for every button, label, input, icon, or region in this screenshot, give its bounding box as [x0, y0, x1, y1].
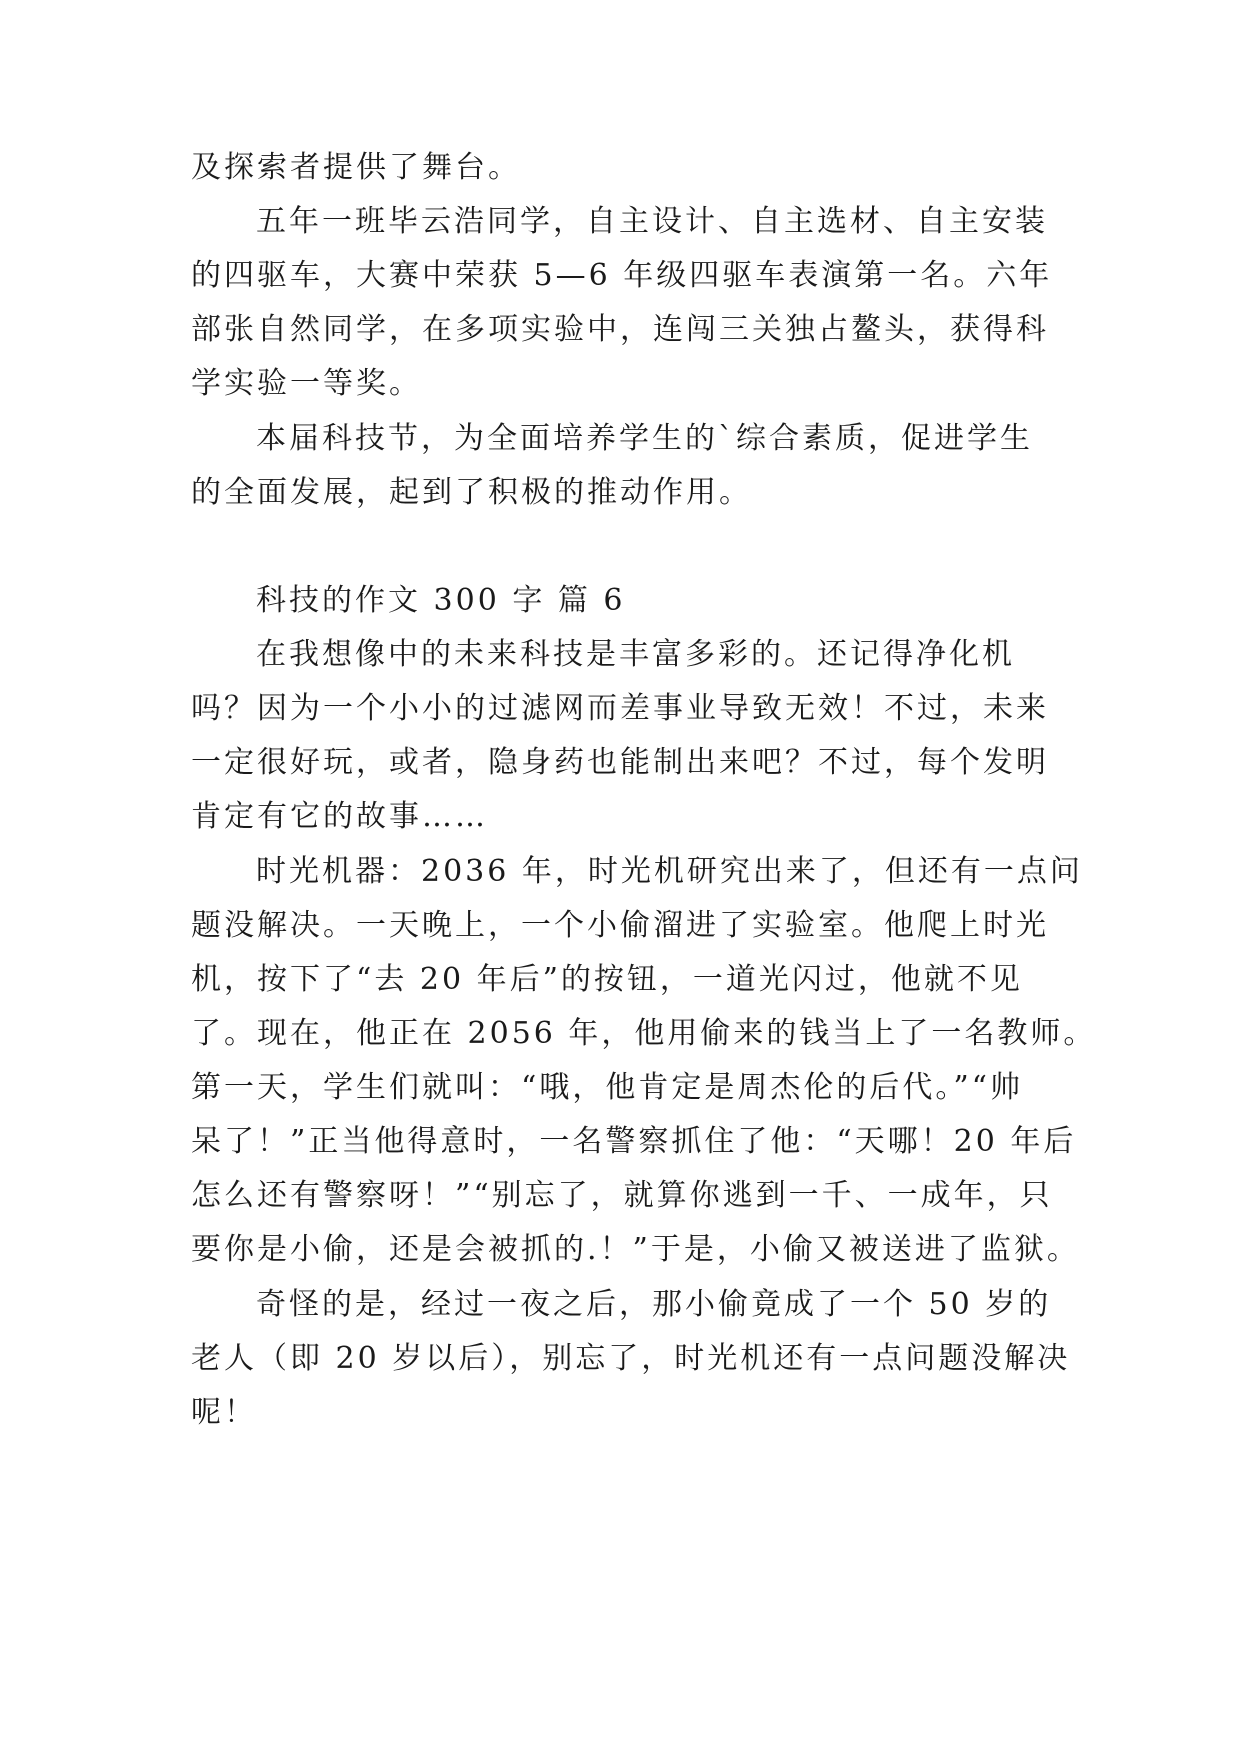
- text-line-16: 了。现在，他正在 2056 年，他用偷来的钱当上了一名教师。: [191, 1016, 1097, 1051]
- text-line-13: 时光机器：2036 年，时光机研究出来了，但还有一点问: [256, 854, 1083, 889]
- text-line-18: 呆了！”正当他得意时，一名警察抓住了他：“天哪！20 年后: [191, 1124, 1077, 1159]
- text-line-6: 本届科技节，为全面培养学生的`综合素质，促进学生: [256, 421, 1033, 456]
- text-line-23: 呢！: [191, 1395, 257, 1430]
- text-line-4: 部张自然同学，在多项实验中，连闯三关独占鳌头，获得科: [191, 312, 1049, 347]
- text-line-17: 第一天，学生们就叫：“哦，他肯定是周杰伦的后代。”“帅: [191, 1070, 1024, 1105]
- text-line-14: 题没解决。一天晚上，一个小偷溜进了实验室。他爬上时光: [191, 908, 1049, 943]
- text-line-7: 的全面发展，起到了积极的推动作用。: [191, 475, 752, 510]
- text-line-15: 机，按下了“去 20 年后”的按钮，一道光闪过，他就不见: [191, 962, 1023, 997]
- text-line-19: 怎么还有警察呀！”“别忘了，就算你逃到一千、一成年，只: [191, 1178, 1053, 1213]
- text-line-10: 吗？因为一个小小的过滤网而差事业导致无效！不过，未来: [191, 691, 1049, 726]
- text-line-22: 老人（即 20 岁以后），别忘了，时光机还有一点问题没解决: [191, 1341, 1071, 1376]
- text-line-1: 及探索者提供了舞台。: [191, 150, 521, 185]
- text-line-12: 肯定有它的故事……: [191, 799, 488, 834]
- text-line-3: 的四驱车，大赛中荣获 5—6 年级四驱车表演第一名。六年: [191, 258, 1053, 293]
- text-line-5: 学实验一等奖。: [191, 366, 422, 401]
- text-line-9: 在我想像中的未来科技是丰富多彩的。还记得净化机: [256, 637, 1015, 672]
- text-line-2: 五年一班毕云浩同学，自主设计、自主选材、自主安装: [256, 204, 1048, 239]
- text-line-11: 一定很好玩，或者，隐身药也能制出来吧？不过，每个发明: [191, 745, 1049, 780]
- section-heading: 科技的作文 300 字 篇 6: [256, 583, 626, 618]
- text-line-20: 要你是小偷，还是会被抓的.！”于是，小偷又被送进了监狱。: [191, 1232, 1080, 1267]
- text-line-21: 奇怪的是，经过一夜之后，那小偷竟成了一个 50 岁的: [256, 1287, 1052, 1322]
